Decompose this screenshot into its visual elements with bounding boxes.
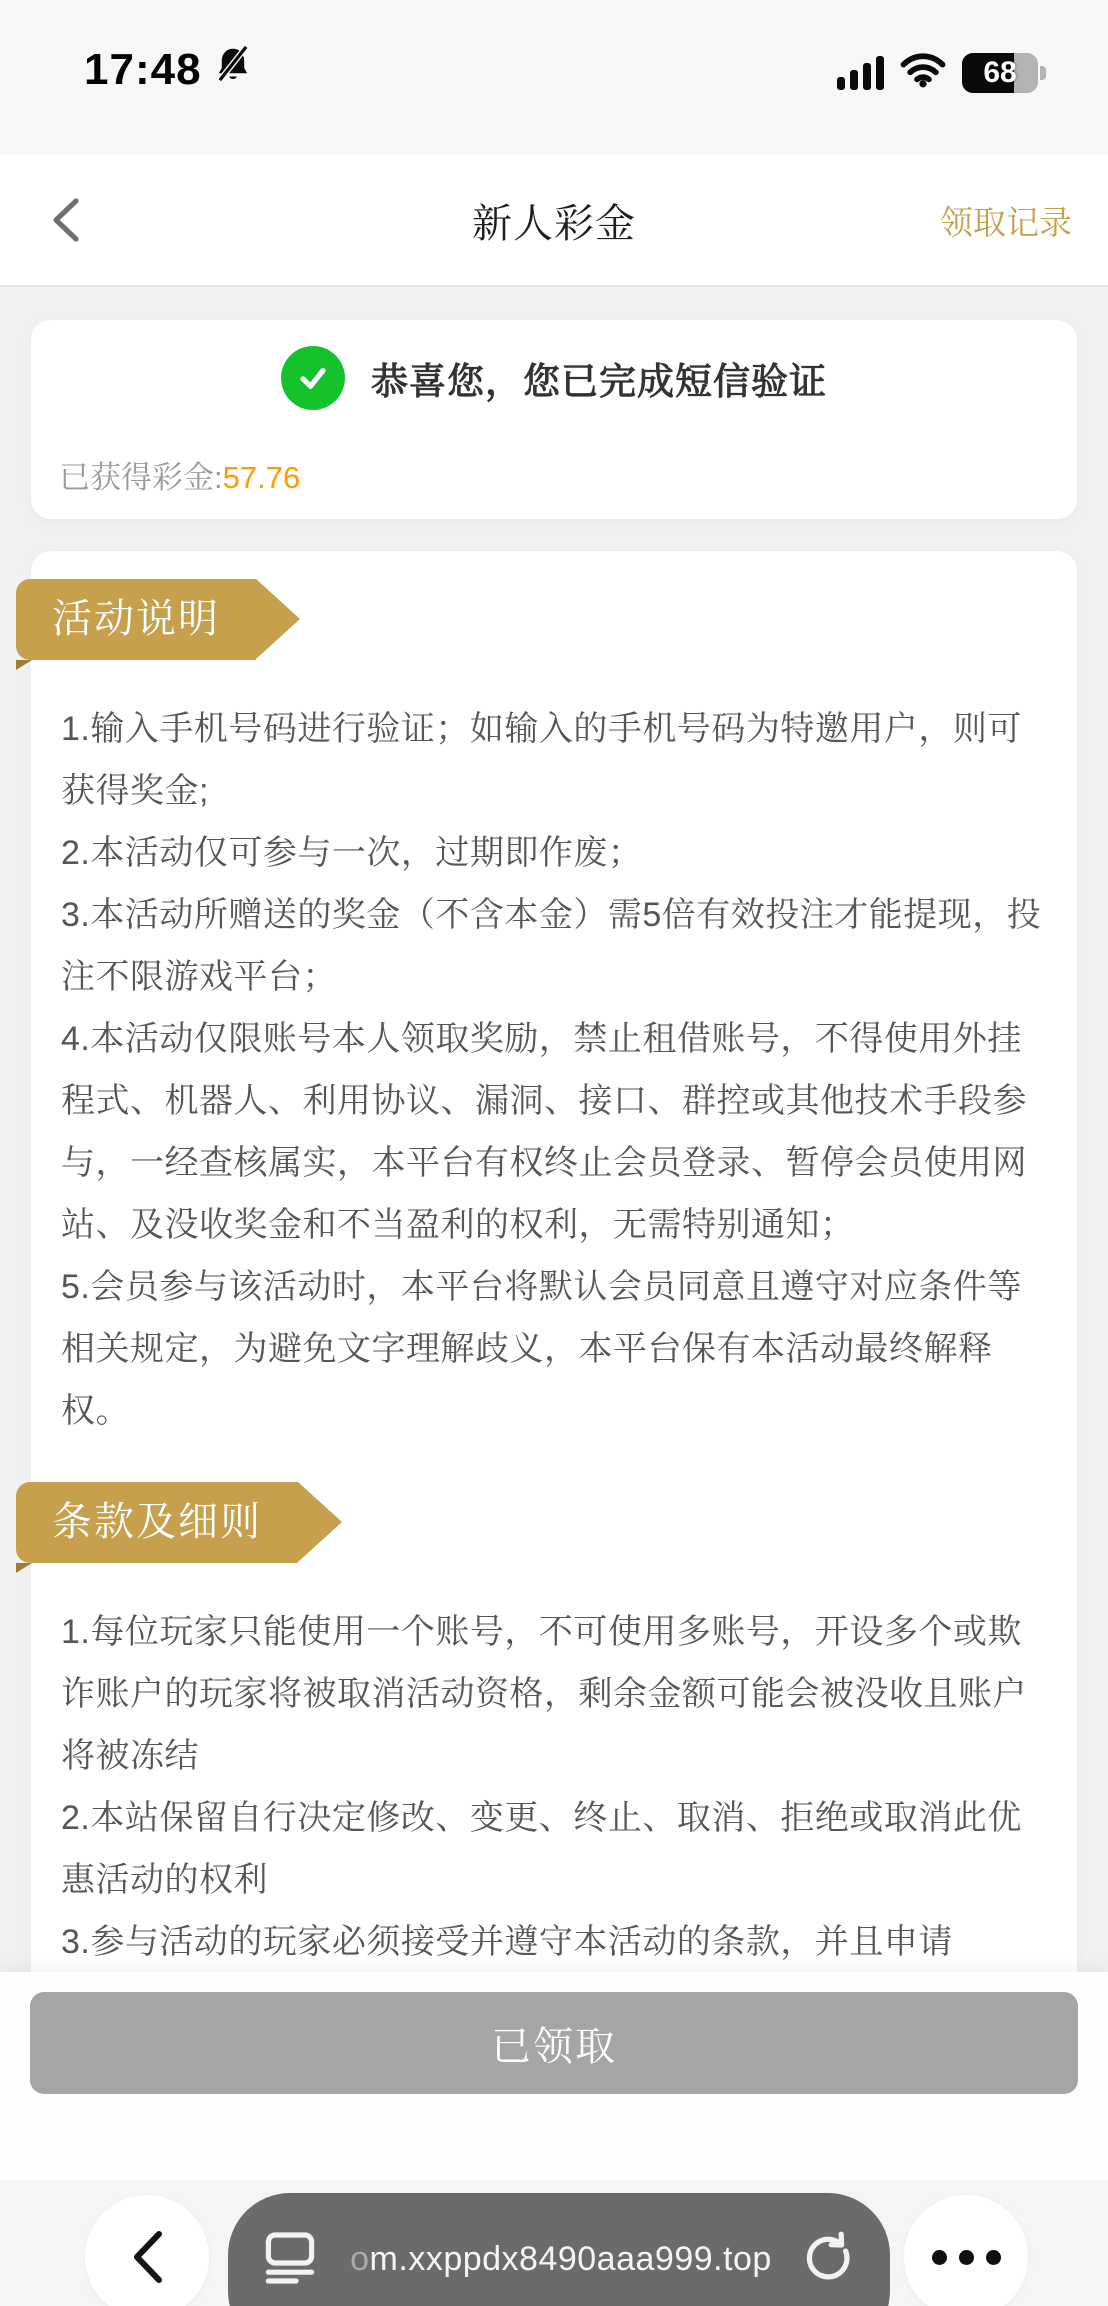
terms-rule-list: [61, 1601, 1047, 1973]
url-text: [334, 2240, 788, 2279]
rules-card: [31, 551, 1077, 2053]
section-badge-activity: 活动说明: [16, 579, 256, 660]
reload-button[interactable]: [802, 2231, 854, 2287]
success-card: [31, 320, 1077, 519]
status-left: [84, 44, 254, 95]
url-clipped-char: o: [350, 2239, 370, 2278]
url-bar[interactable]: [228, 2193, 890, 2306]
bonus-value: 57.76: [222, 460, 301, 495]
back-button[interactable]: [34, 155, 96, 285]
status-bar: [0, 0, 1108, 155]
claim-button[interactable]: 已领取: [30, 1992, 1078, 2094]
rule-item: 1.输入手机号码进行验证；如输入的手机号码为特邀用户，则可获得奖金;: [61, 710, 1022, 810]
rule-item: 5.会员参与该活动时，本平台将默认会员同意且遵守对应条件等相关规定，为避免文字理解歧义，本平台保有本活动最终解释权。: [61, 1268, 1022, 1430]
browser-toolbar: [0, 2180, 1108, 2306]
bell-slash-icon: [212, 44, 254, 95]
reload-icon: [802, 2231, 854, 2287]
status-right: [837, 52, 1046, 93]
browser-back-button[interactable]: [85, 2195, 209, 2306]
bonus-label: 已获得彩金:: [59, 460, 223, 495]
rule-item: 3.参与活动的玩家必须接受并遵守本活动的条款，并且申请: [61, 1923, 953, 1961]
chevron-left-icon: [48, 196, 82, 244]
success-row: [59, 346, 1049, 410]
chevron-left-icon: [128, 2228, 166, 2286]
ellipsis-icon: [932, 2250, 1001, 2265]
reader-icon[interactable]: [264, 2229, 316, 2290]
page-title: 新人彩金: [472, 201, 636, 246]
cellular-signal-icon: [837, 56, 884, 90]
battery-percent: 68: [983, 55, 1017, 89]
clock: 17:48: [84, 44, 202, 94]
check-circle-icon: [281, 346, 345, 410]
bonus-row: [59, 452, 1049, 497]
rule-item: 4.本活动仅限账号本人领取奖励，禁止租借账号，不得使用外挂程式、机器人、利用协议、漏洞、接口、群控或其他技术手段参与，一经查核属实，本平台有权终止会员登录、暂停会员使用网站、及没收奖金和不当盈利的权利，无需特别通知；: [61, 1020, 1027, 1244]
rule-item: 2.本站保留自行决定修改、变更、终止、取消、拒绝或取消此优惠活动的权利: [61, 1799, 1022, 1899]
activity-rule-list: [61, 698, 1047, 1442]
rule-item: 2.本活动仅可参与一次，过期即作废；: [61, 834, 643, 872]
url-domain: m.xxppdx8490aaa999.top: [369, 2239, 772, 2278]
section-badge-terms: 条款及细则: [16, 1482, 298, 1563]
wifi-icon: [900, 52, 946, 93]
more-menu-button[interactable]: [904, 2195, 1028, 2306]
nav-bar: [0, 155, 1108, 287]
rule-item: 1.每位玩家只能使用一个账号，不可使用多账号，开设多个或欺诈账户的玩家将被取消活动资格，剩余金额可能会被没收且账户将被冻结: [61, 1613, 1027, 1775]
success-message: 恭喜您，您已完成短信验证: [371, 361, 827, 402]
claim-records-link[interactable]: 领取记录: [940, 203, 1072, 241]
rule-item: 3.本活动所赠送的奖金（不含本金）需5倍有效投注才能提现，投注不限游戏平台；: [61, 896, 1042, 996]
battery-icon: [962, 53, 1046, 93]
